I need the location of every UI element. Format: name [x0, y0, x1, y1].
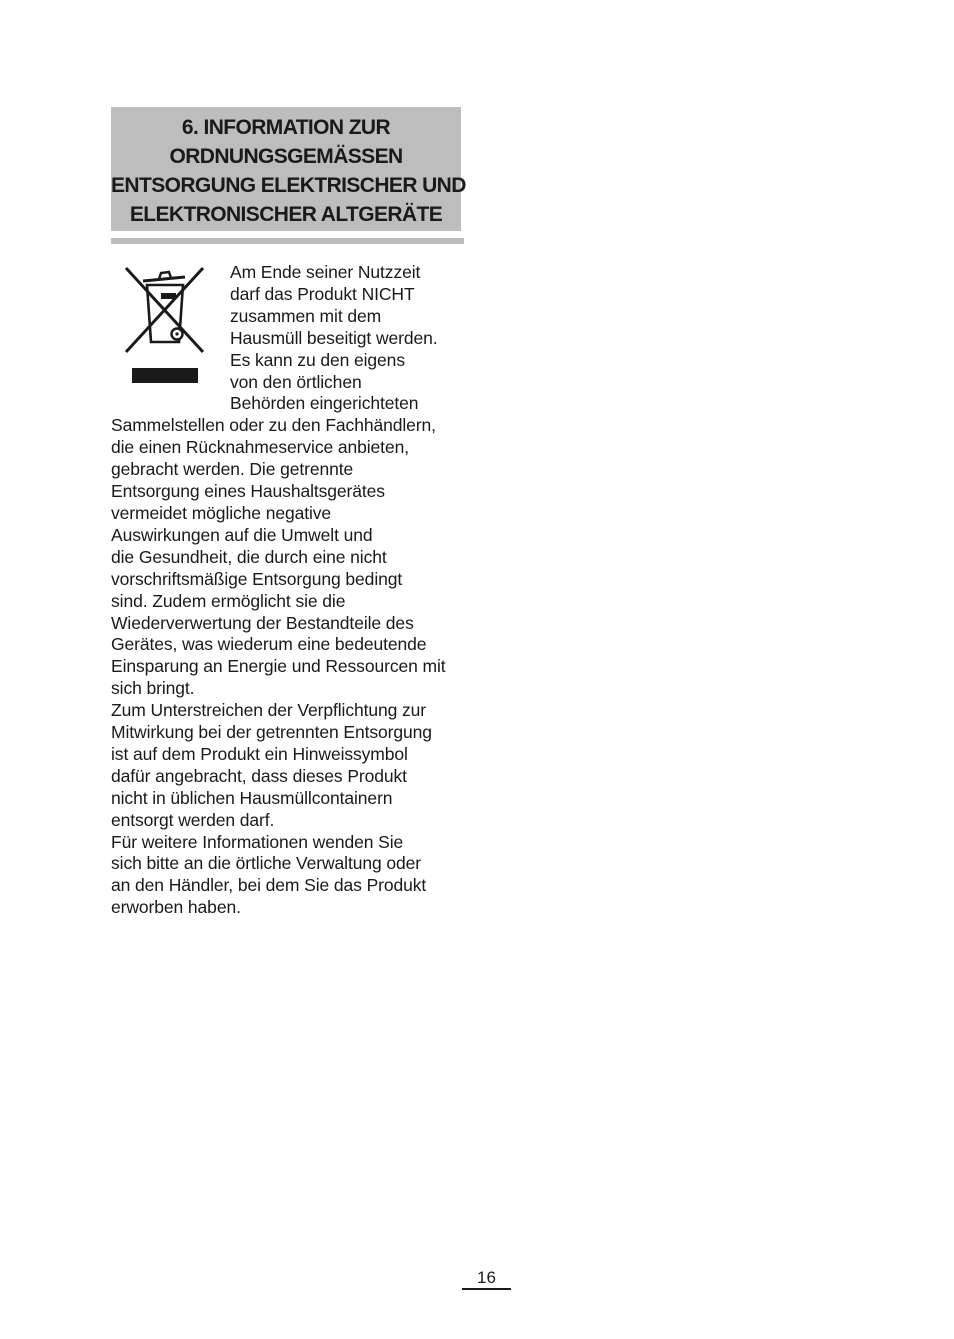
text-line: Hausmüll beseitigt werden.: [230, 327, 438, 348]
text-line: Zum Unterstreichen der Verpflichtung zur: [111, 700, 427, 721]
text-line: Für weitere Informationen wenden Sie: [111, 831, 404, 852]
text-line: Es kann zu den eigens: [230, 349, 405, 370]
text-line: zusammen mit dem: [230, 305, 382, 326]
text-line: die einen Rücknahmeservice anbieten,: [111, 437, 409, 458]
text-line: ist auf dem Produkt ein Hinweissymbol: [111, 743, 408, 764]
text-line: vorschriftsmäßige Entsorgung bedingt: [111, 568, 403, 589]
section-body: [111, 262, 464, 919]
heading-line: 6. INFORMATION ZUR: [181, 116, 391, 139]
section-heading: [111, 107, 466, 231]
text-line: Auswirkungen auf die Umwelt und: [111, 524, 373, 545]
disposal-section: [111, 107, 464, 919]
text-line: die Gesundheit, die durch eine nicht: [111, 546, 387, 567]
text-line: nicht in üblichen Hausmüllcontainern: [111, 787, 393, 808]
text-line: Gerätes, was wiederum eine bedeutende: [111, 634, 427, 655]
text-line: Entsorgung eines Haushaltsgerätes: [111, 481, 385, 502]
text-line: Am Ende seiner Nutzzeit: [230, 262, 421, 282]
body-paragraph: [111, 415, 464, 919]
text-line: dafür angebracht, dass dieses Produkt: [111, 765, 407, 786]
heading-rule: [111, 238, 464, 244]
heading-line: ORDNUNGSGEMÄSSEN: [169, 145, 403, 168]
text-line: entsorgt werden darf.: [111, 809, 275, 830]
text-line: Wiederverwertung der Bestandteile des: [111, 612, 414, 633]
heading-line: ELEKTRONISCHER ALTGERÄTE: [129, 203, 443, 226]
text-line: vermeidet mögliche negative: [111, 502, 332, 523]
text-line: gebracht werden. Die getrennte: [111, 459, 354, 480]
text-line: Behörden eingerichteten: [230, 393, 419, 414]
text-line: Sammelstellen oder zu den Fachhändlern,: [111, 415, 436, 436]
text-line: erworben haben.: [111, 897, 241, 918]
text-line: Mitwirkung bei der getrennten Entsorgung: [111, 722, 432, 743]
heading-line: ENTSORGUNG ELEKTRISCHER UND: [111, 174, 466, 197]
wrapped-paragraph: [230, 262, 464, 415]
text-line: an den Händler, bei dem Sie das Produkt: [111, 875, 427, 896]
icon-text-block: [111, 262, 464, 415]
text-line: sich bitte an die örtliche Verwaltung oder: [111, 853, 422, 874]
text-line: Einsparung an Energie und Ressourcen mit: [111, 656, 446, 677]
page-number: 16: [477, 1268, 496, 1287]
text-line: sich bringt.: [111, 678, 195, 699]
text-line: darf das Produkt NICHT: [230, 283, 415, 304]
crossed-out-wheelie-bin-icon: [123, 264, 207, 386]
page-number-underline: [462, 1288, 511, 1290]
text-line: sind. Zudem ermöglicht sie die: [111, 590, 346, 611]
text-line: von den örtlichen: [230, 371, 362, 392]
